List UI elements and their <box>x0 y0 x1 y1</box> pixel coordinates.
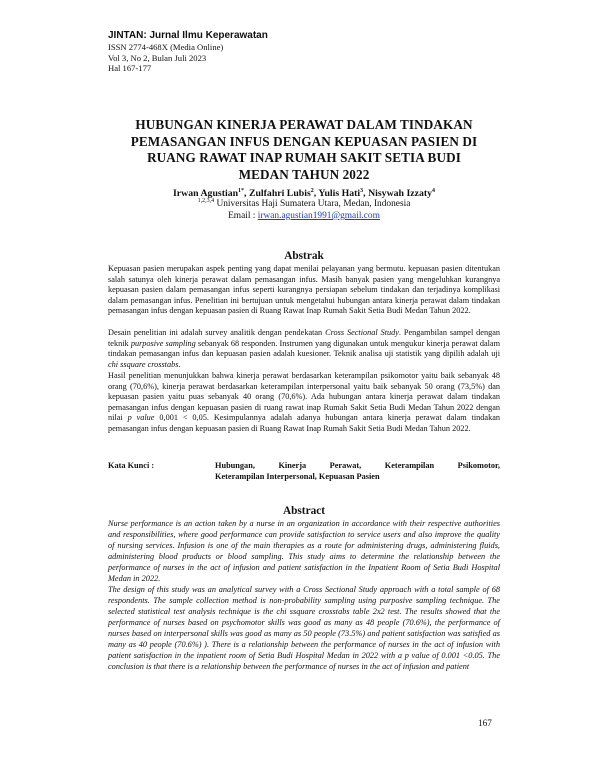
author-name: Zulfahri Lubis <box>248 188 311 199</box>
author-list: Irwan Agustian$^{1*}$, Zulfahri Lubis$^2$, Yulis Hati$^3$, Nisywah Izzaty$^4$ <box>172 188 436 199</box>
author-sup: 4 <box>432 188 436 194</box>
issn: ISSN 2774-468X (Media Online) <box>108 42 224 52</box>
abstract-heading: Abstract <box>282 505 326 517</box>
abstrak-italic: Cross Sectional Study <box>325 328 399 337</box>
volume-issue: Vol 3, No 2, Bulan Juli 2023 <box>108 52 207 63</box>
author-name: Nisywah Izzaty <box>368 188 433 199</box>
abstrak-italic: chi ssquare crosstabs <box>108 359 179 369</box>
abstract-paragraph-2: The design of this study was an analytical survey with a Cross Sectional Study approach with a total sample of 68 respondents. The sample collection method is non-probability sampling using purposive sampling technique. The selected statistical test analysis technique is the chi ssquare crosstabs table 2x2 test. The results showed that the performance of nurses based on psychomotor skills was good as many as 48 people (70.6%), the performance of nurses based on interpersonal skills was good as many as 50 people (73.5%) and patient satisfaction was satisfied as many as 40 people (70.6%) ). There is a relationship between the performance of nurses in the act of infusion with patient satisfaction in the inpatient room of Setia Budi Hospital Medan in 2022 with a p value of 0.001 <0.05. The conclusion is that there is a relationship between the performance of nurses in the act of infusion and patient <box>108 585 500 671</box>
author-sup: 2 <box>310 188 314 194</box>
abstrak-paragraph-2 <box>108 328 500 370</box>
abstrak-text: Hasil penelitian menunjukkan bahwa kinerja perawat berdasarkan keterampilan psikomotor yaitu baik sebanyak 48 orang (70,6%), kinerja perawat berdasarkan keterampilan interpersonal yaitu baik sebanyak 50 orang (73,5%) dan kepuasan pasien yaitu puas sebanyak 40 orang (70,6%). Ada hubungan antara kinerja perawat dalam tindakan pemasangan infus dengan kepuasan pasien di ruang rawat inap Rumah Sakit Setia Budi Medan Tahun 2022 dengan nilai <box>108 371 500 423</box>
author-name: Yulis Hati <box>318 188 361 199</box>
journal-header <box>108 30 268 74</box>
keywords-label: Kata Kunci : <box>108 461 155 470</box>
title-line: HUBUNGAN KINERJA PERAWAT DALAM TINDAKAN <box>135 117 473 132</box>
journal-name: JINTAN: Jurnal Ilmu Keperawatan <box>108 30 268 41</box>
abstrak-italic: p value <box>127 413 155 423</box>
abstract-paragraph-1: Nurse performance is an action taken by a nurse in an organization in accordance with their respective authorities and responsibilities, where good performance can provide satisfaction to service users and also improve the quality of nursing services. Infusion is one of the main therapies as a route for administering drugs, administering fluids, administering blood products or blood sampling. This study aims to determine the relationship between the performance of nurses in the act of infusion and patient satisfaction in the Inpatient Room of Setia Budi Hospital Medan in 2022. <box>108 519 500 583</box>
abstrak-text: 0,001 < 0,05. Kesimpulannya adalah adanya hubungan antara kinerja perawat dalam tindakan pemasangan infus dengan kepuasan pasien di Ruang Rawat Inap Rumah Sakit Setia Budi Medan Tahun 2022. <box>108 413 500 433</box>
author-sup: 3 <box>360 188 364 194</box>
abstrak-paragraph-1: Kepuasan pasien merupakan aspek penting yang dapat menilai pelayanan yang bermutu. kepuasan pasien ditentukan salah satunya oleh kinerja perawat dalam pemasangan infus. Masih banyak pasien yang mengeluhkan kurangnya kepuasan pasien dalam pemasangan infus seperti kurangnya persiapan sebelum tindakan dan terjadinya komplikasi dalam pemasangan infus. Penelitian ini bertujuan untuk mengetahui hubungan antara kinerja perawat dalam tindakan pemasangan infus dengan kepuasan pasien di Ruang Rawat Inap Rumah Sakit Setia Budi Medan Tahun 2022. <box>108 264 500 316</box>
page-range: Hal 167-177 <box>108 63 152 73</box>
abstrak-text: sebanyak 68 responden. Instrumen yang digunakan untuk mengukur kinerja perawat dalam tindakan pemasangan infus dan kepuasan pasien adalah kuesioner. Teknik analisa uji statistik yang dipilih adalah uji <box>108 338 501 359</box>
abstrak-text: . Pengambilan sampel dengan teknik <box>108 328 500 348</box>
page-number: 167 <box>478 718 492 728</box>
keywords-line: Hubungan, Kinerja Perawat, Keterampilan Psikomotor, <box>215 461 500 470</box>
author-sup: 1* <box>238 188 245 194</box>
author-name: Irwan Agustian <box>172 188 239 199</box>
abstrak-paragraph-3 <box>108 371 500 435</box>
email-label: Email : <box>228 211 256 221</box>
abstrak-text: Desain penelitian ini adalah survey analitik dengan pendekatan <box>108 328 323 337</box>
title-line: MEDAN TAHUN 2022 <box>238 166 370 182</box>
keywords-line: Keterampilan Interpersonal, Kepuasan Pasien <box>215 472 380 481</box>
abstrak-heading: Abstrak <box>284 250 324 262</box>
affiliation <box>108 199 500 209</box>
email-link[interactable]: irwan.agustian1991@gmail.com <box>257 211 380 221</box>
email-line <box>108 211 500 221</box>
abstrak-italic: purposive sampling <box>130 338 196 348</box>
affiliation-text: Universitas Haji Sumatera Utara, Medan, Indonesia <box>216 199 411 209</box>
title-line: RUANG RAWAT INAP RUMAH SAKIT SETIA BUDI <box>147 150 461 165</box>
affiliation-sup: 1,2,3,4 <box>197 198 215 204</box>
paper-title <box>108 117 500 183</box>
title-line: PEMASANGAN INFUS DENGAN KEPUASAN PASIEN DI <box>130 133 478 149</box>
abstrak-text: . <box>178 359 181 369</box>
